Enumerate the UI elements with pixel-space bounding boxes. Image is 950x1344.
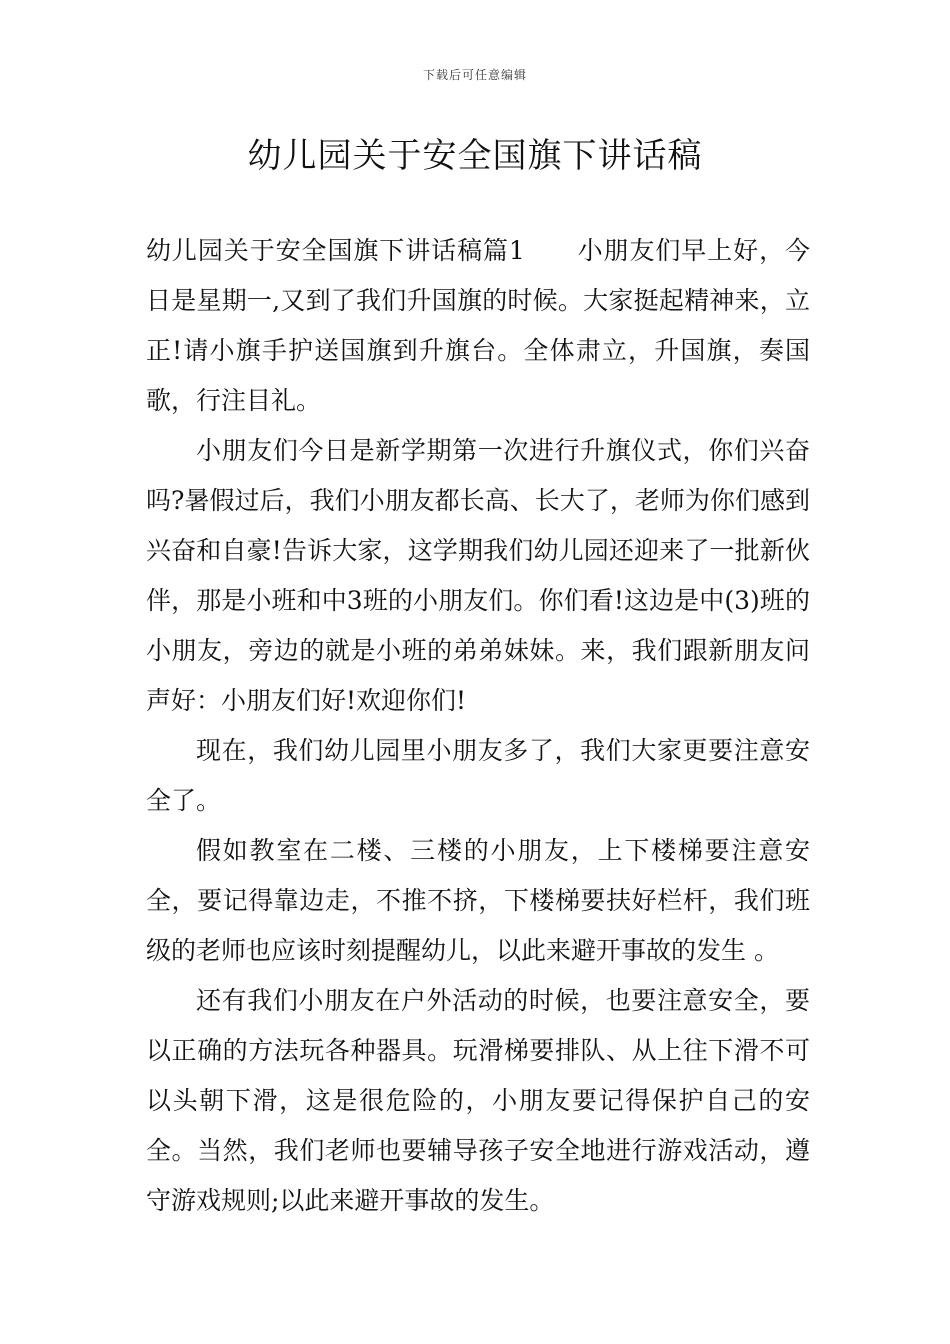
paragraph-3: 现在，我们幼儿园里小朋友多了，我们大家更要注意安全了。 (146, 736, 810, 815)
paragraph-5: 还有我们小朋友在户外活动的时候，也要注意安全，要以正确的方法玩各种器具。玩滑梯要排队、从上往下滑不可以头朝下滑，这是很危险的，小朋友要记得保护自己的安全。当然，我们老师也要辅导孩子安全地进行游戏活动，遵守游戏规则;以此来避开事故的发生。 (146, 986, 810, 1215)
header-note: 下载后可任意编辑 (422, 68, 527, 82)
document-title: 幼儿园关于安全国旗下讲话稿 (247, 136, 703, 176)
paragraph-2: 小朋友们今日是新学期第一次进行升旗仪式，你们兴奋吗?暑假过后，我们小朋友都长高、长大了，老师为你们感到兴奋和自豪!告诉大家，这学期我们幼儿园还迎来了一批新伙伴，那是小班和中3班的小朋友们。你们看!这边是中(3)班的小朋友，旁边的就是小班的弟弟妹妹。来，我们跟新朋友问声好：小朋友们好!欢迎你们! (146, 436, 810, 715)
paragraph-4: 假如教室在二楼、三楼的小朋友，上下楼梯要注意安全，要记得靠边走，不推不挤，下楼梯要扶好栏杆，我们班级的老师也应该时刻提醒幼儿，以此来避开事故的发生 。 (146, 836, 810, 965)
document-body (146, 226, 810, 1226)
paragraph-1: 幼儿园关于安全国旗下讲话稿篇1 小朋友们早上好，今日是星期一,又到了我们升国旗的时候。大家挺起精神来，立正!请小旗手护送国旗到升旗台。全体肃立，升国旗，奏国歌，行注目礼。 (146, 236, 810, 415)
